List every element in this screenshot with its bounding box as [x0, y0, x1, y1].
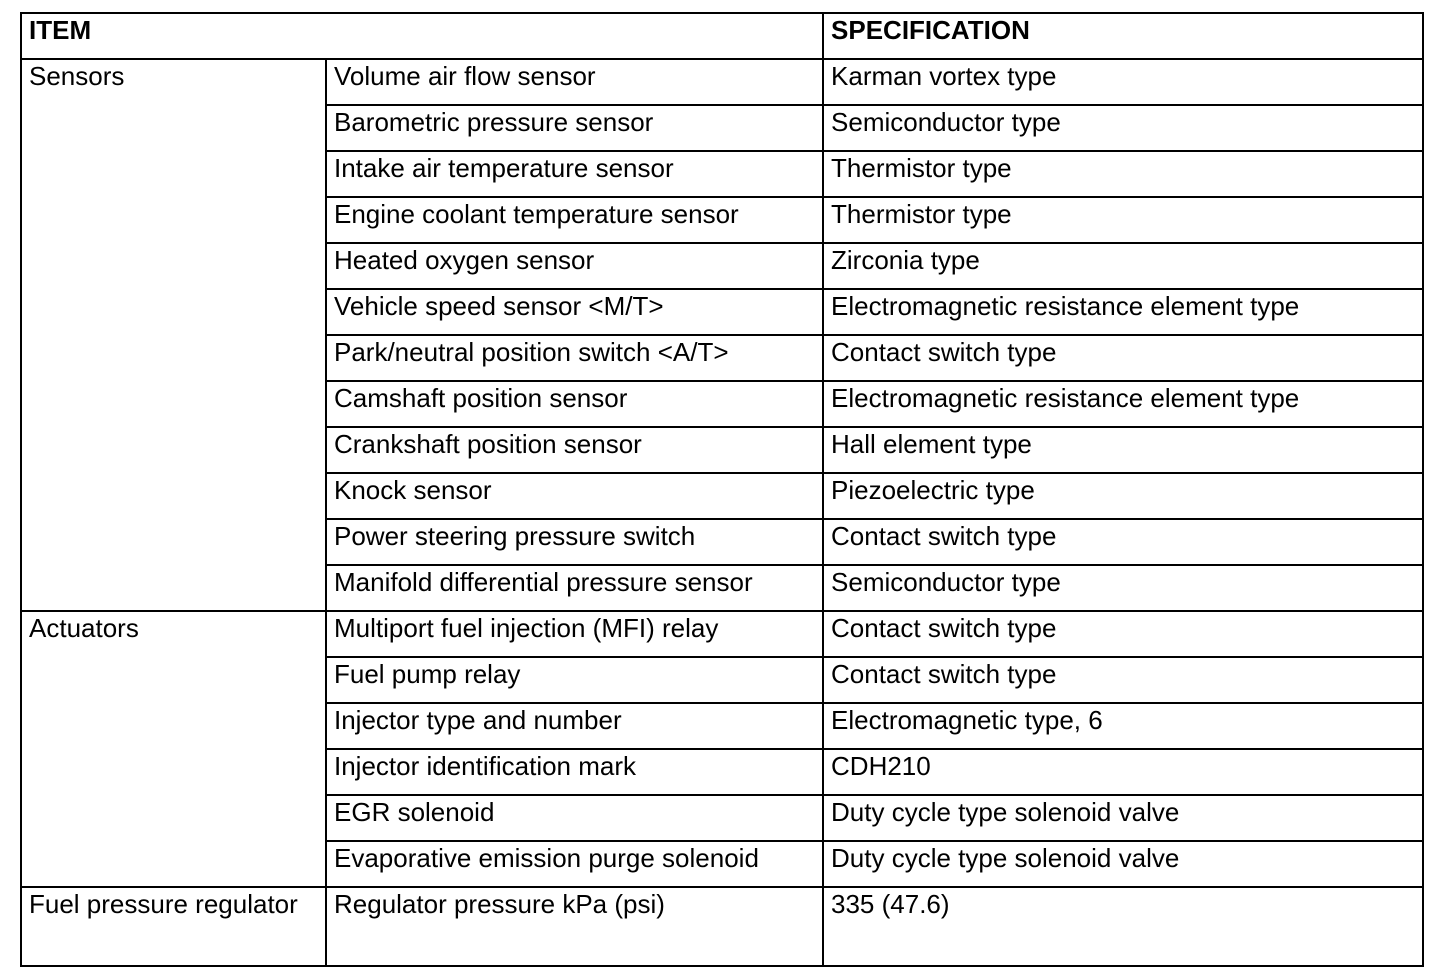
item-cell: EGR solenoid	[326, 795, 823, 841]
spec-cell: Electromagnetic resistance element type	[823, 381, 1423, 427]
spec-cell: Semiconductor type	[823, 105, 1423, 151]
item-cell: Fuel pump relay	[326, 657, 823, 703]
table-row	[21, 59, 1423, 105]
group-label-sensors: Sensors	[21, 59, 326, 611]
item-cell: Heated oxygen sensor	[326, 243, 823, 289]
spec-cell: 335 (47.6)	[823, 887, 1423, 966]
specification-table	[20, 12, 1424, 967]
table-row	[21, 887, 1423, 966]
spec-cell: Duty cycle type solenoid valve	[823, 795, 1423, 841]
table-body	[21, 59, 1423, 966]
spec-cell: Hall element type	[823, 427, 1423, 473]
item-cell: Park/neutral position switch <A/T>	[326, 335, 823, 381]
spec-cell: Electromagnetic type, 6	[823, 703, 1423, 749]
spec-cell: Karman vortex type	[823, 59, 1423, 105]
spec-cell: Contact switch type	[823, 335, 1423, 381]
item-cell: Knock sensor	[326, 473, 823, 519]
item-cell: Barometric pressure sensor	[326, 105, 823, 151]
item-cell: Regulator pressure kPa (psi)	[326, 887, 823, 966]
item-cell: Crankshaft position sensor	[326, 427, 823, 473]
item-cell: Engine coolant temperature sensor	[326, 197, 823, 243]
item-cell: Camshaft position sensor	[326, 381, 823, 427]
table-row	[21, 611, 1423, 657]
item-cell: Volume air flow sensor	[326, 59, 823, 105]
item-cell: Vehicle speed sensor <M/T>	[326, 289, 823, 335]
item-cell: Multiport fuel injection (MFI) relay	[326, 611, 823, 657]
spec-cell: Thermistor type	[823, 151, 1423, 197]
item-cell: Power steering pressure switch	[326, 519, 823, 565]
group-label-fuel-pressure-regulator: Fuel pressure regulator	[21, 887, 326, 966]
item-cell: Intake air temperature sensor	[326, 151, 823, 197]
spec-cell: Contact switch type	[823, 611, 1423, 657]
spec-cell: Electromagnetic resistance element type	[823, 289, 1423, 335]
spec-cell: CDH210	[823, 749, 1423, 795]
spec-cell: Thermistor type	[823, 197, 1423, 243]
header-item: ITEM	[21, 13, 823, 59]
spec-cell: Contact switch type	[823, 519, 1423, 565]
item-cell: Injector identification mark	[326, 749, 823, 795]
item-cell: Injector type and number	[326, 703, 823, 749]
spec-cell: Contact switch type	[823, 657, 1423, 703]
header-row	[21, 13, 1423, 59]
spec-cell: Piezoelectric type	[823, 473, 1423, 519]
spec-cell: Duty cycle type solenoid valve	[823, 841, 1423, 887]
header-specification: SPECIFICATION	[823, 13, 1423, 59]
spec-cell: Zirconia type	[823, 243, 1423, 289]
group-label-actuators: Actuators	[21, 611, 326, 887]
item-cell: Evaporative emission purge solenoid	[326, 841, 823, 887]
item-cell: Manifold differential pressure sensor	[326, 565, 823, 611]
spec-cell: Semiconductor type	[823, 565, 1423, 611]
